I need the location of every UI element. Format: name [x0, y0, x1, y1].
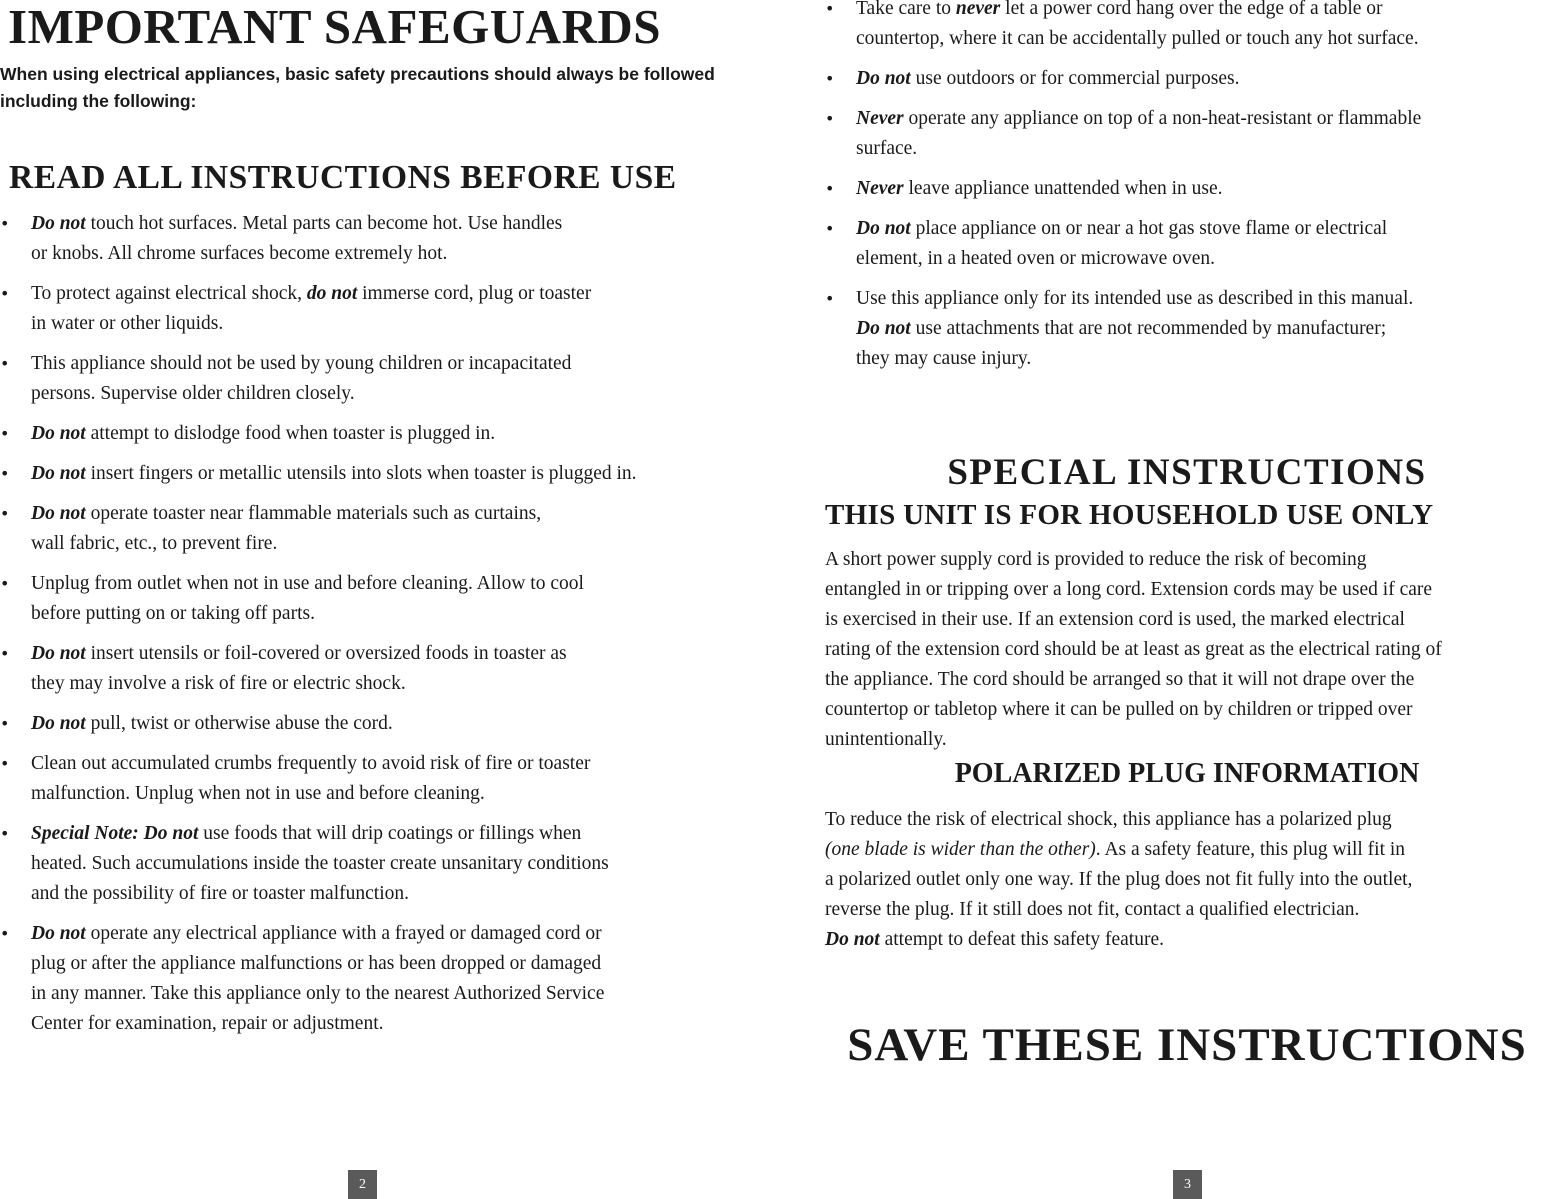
bullet-icon: •: [0, 504, 10, 523]
list-item: [825, 214, 1549, 274]
paragraph-line: unintentionally.: [825, 729, 947, 750]
paragraph-line: entangled in or tripping over a long cord. Extension cords may be used if care: [825, 579, 1433, 600]
item-text: wall fabric, etc., to prevent fire.: [31, 533, 278, 554]
paragraph-line: . As a safety feature, this plug will fit in: [1095, 839, 1406, 860]
safeguards-list: [0, 209, 740, 1049]
emphasis: Do not: [31, 643, 86, 664]
bullet-icon: •: [0, 284, 10, 303]
page-title: IMPORTANT SAFEGUARDS: [8, 0, 662, 54]
item-text: Clean out accumulated crumbs frequently to avoid risk of fire or toaster: [31, 753, 591, 774]
left-page: [0, 0, 740, 1199]
item-text: operate any appliance on top of a non-heat-resistant or flammable: [903, 108, 1422, 129]
emphasis: Do not: [31, 463, 86, 484]
emphasis: Do not: [856, 68, 911, 89]
emphasis: Never: [856, 178, 904, 199]
item-text: insert utensils or foil-covered or oversized foods in toaster as: [85, 643, 567, 664]
item-text: they may involve a risk of fire or electric shock.: [31, 673, 406, 694]
emphasis: Do not: [856, 318, 911, 339]
emphasis: Do not: [31, 503, 86, 524]
list-item: [825, 104, 1549, 164]
list-item: [0, 499, 740, 559]
paragraph-line: To reduce the risk of electrical shock, this appliance has a polarized plug: [825, 809, 1392, 830]
item-text: pull, twist or otherwise abuse the cord.: [85, 713, 393, 734]
list-item: [0, 459, 740, 489]
list-item: [0, 919, 740, 1039]
list-item: [825, 174, 1549, 204]
intro-text: When using electrical appliances, basic safety precautions should always be followed including the following:: [0, 64, 715, 111]
bullet-icon: •: [0, 824, 10, 843]
item-text: they may cause injury.: [856, 348, 1032, 369]
item-text: surface.: [856, 138, 918, 159]
emphasis: Do not: [825, 929, 880, 950]
paragraph-line: is exercised in their use. If an extension cord is used, the marked electrical: [825, 609, 1405, 630]
polarized-plug-heading: POLARIZED PLUG INFORMATION: [954, 758, 1420, 789]
item-text: or knobs. All chrome surfaces become extremely hot.: [31, 243, 448, 264]
emphasis: never: [955, 0, 1001, 19]
household-use-heading: THIS UNIT IS FOR HOUSEHOLD USE ONLY: [825, 499, 1434, 531]
item-text: use attachments that are not recommended by manufacturer;: [910, 318, 1387, 339]
save-instructions-heading: SAVE THESE INSTRUCTIONS: [847, 1019, 1527, 1071]
bullet-icon: •: [0, 214, 10, 233]
list-item: [0, 749, 740, 809]
list-item: [825, 64, 1549, 94]
item-text: insert fingers or metallic utensils into slots when toaster is plugged in.: [85, 463, 637, 484]
bullet-icon: •: [0, 354, 10, 373]
list-item: [0, 209, 740, 269]
special-instructions-heading: SPECIAL INSTRUCTIONS: [947, 452, 1427, 493]
bullet-icon: •: [0, 574, 10, 593]
list-item: [0, 349, 740, 409]
emphasis: Never: [856, 108, 904, 129]
item-text: This appliance should not be used by young children or incapacitated: [31, 353, 572, 374]
emphasis: Do not: [31, 713, 86, 734]
paragraph-line: A short power supply cord is provided to reduce the risk of becoming: [825, 549, 1367, 570]
item-text: operate toaster near flammable materials such as curtains,: [85, 503, 542, 524]
emphasis: Do not: [31, 923, 86, 944]
list-item: [0, 639, 740, 699]
bullet-icon: •: [825, 109, 835, 128]
item-text: in water or other liquids.: [31, 313, 224, 334]
paragraph-line: rating of the extension cord should be at least as great as the electrical rating of: [825, 639, 1442, 660]
item-text: attempt to dislodge food when toaster is plugged in.: [85, 423, 496, 444]
bullet-icon: •: [825, 69, 835, 88]
paragraph-line: a polarized outlet only one way. If the plug does not fit fully into the outlet,: [825, 869, 1413, 890]
item-text: plug or after the appliance malfunctions or has been dropped or damaged: [31, 953, 602, 974]
list-item: [0, 419, 740, 449]
short-cord-paragraph: [825, 545, 1549, 755]
item-text: touch hot surfaces. Metal parts can become hot. Use handles: [85, 213, 563, 234]
item-text: immerse cord, plug or toaster: [357, 283, 592, 304]
emphasis: Do not: [31, 423, 86, 444]
item-text: use foods that will drip coatings or fillings when: [198, 823, 582, 844]
list-item: [825, 284, 1549, 374]
paragraph-line: reverse the plug. If it still does not fit, contact a qualified electrician.: [825, 899, 1360, 920]
item-text: Unplug from outlet when not in use and before cleaning. Allow to cool: [31, 573, 584, 594]
item-text: let a power cord hang over the edge of a table or: [1000, 0, 1383, 19]
list-item: [825, 0, 1549, 54]
list-item: [0, 569, 740, 629]
bullet-icon: •: [825, 219, 835, 238]
paragraph-line: countertop or tabletop where it can be pulled on by children or tripped over: [825, 699, 1413, 720]
emphasis: Do not: [31, 213, 86, 234]
item-text: and the possibility of fire or toaster malfunction.: [31, 883, 409, 904]
item-text: persons. Supervise older children closely.: [31, 383, 355, 404]
emphasis: Special Note: Do not: [31, 823, 199, 844]
bullet-icon: •: [825, 179, 835, 198]
bullet-icon: •: [825, 0, 835, 18]
item-text: leave appliance unattended when in use.: [903, 178, 1223, 199]
item-text: To protect against electrical shock,: [31, 283, 307, 304]
list-item: [0, 709, 740, 739]
bullet-icon: •: [0, 424, 10, 443]
item-text: operate any electrical appliance with a frayed or damaged cord or: [85, 923, 602, 944]
paragraph-line: the appliance. The cord should be arranged so that it will not drape over the: [825, 669, 1415, 690]
item-text: countertop, where it can be accidentally pulled or touch any hot surface.: [856, 28, 1419, 49]
item-text: in any manner. Take this appliance only to the nearest Authorized Service: [31, 983, 605, 1004]
item-text: Take care to: [856, 0, 956, 19]
item-text: use outdoors or for commercial purposes.: [910, 68, 1240, 89]
emphasis: do not: [306, 283, 358, 304]
list-item: [0, 819, 740, 909]
bullet-icon: •: [825, 289, 835, 308]
item-text: place appliance on or near a hot gas stove flame or electrical: [910, 218, 1388, 239]
item-text: heated. Such accumulations inside the toaster create unsanitary conditions: [31, 853, 609, 874]
bullet-icon: •: [0, 924, 10, 943]
item-text: before putting on or taking off parts.: [31, 603, 315, 624]
list-item: [0, 279, 740, 339]
page-number: 2: [348, 1170, 377, 1199]
item-text: Center for examination, repair or adjustment.: [31, 1013, 384, 1034]
right-page: [825, 0, 1549, 1199]
emphasis: (one blade is wider than the other): [825, 839, 1096, 860]
bullet-icon: •: [0, 464, 10, 483]
item-text: Use this appliance only for its intended use as described in this manual.: [856, 288, 1414, 309]
page-number: 3: [1173, 1170, 1202, 1199]
polarized-plug-paragraph: [825, 805, 1549, 955]
bullet-icon: •: [0, 714, 10, 733]
bullet-icon: •: [0, 644, 10, 663]
emphasis: Do not: [856, 218, 911, 239]
item-text: element, in a heated oven or microwave oven.: [856, 248, 1215, 269]
paragraph-line: attempt to defeat this safety feature.: [879, 929, 1164, 950]
read-all-heading: READ ALL INSTRUCTIONS BEFORE USE: [9, 159, 677, 196]
safeguards-list-continued: [825, 0, 1549, 384]
bullet-icon: •: [0, 754, 10, 773]
item-text: malfunction. Unplug when not in use and before cleaning.: [31, 783, 485, 804]
